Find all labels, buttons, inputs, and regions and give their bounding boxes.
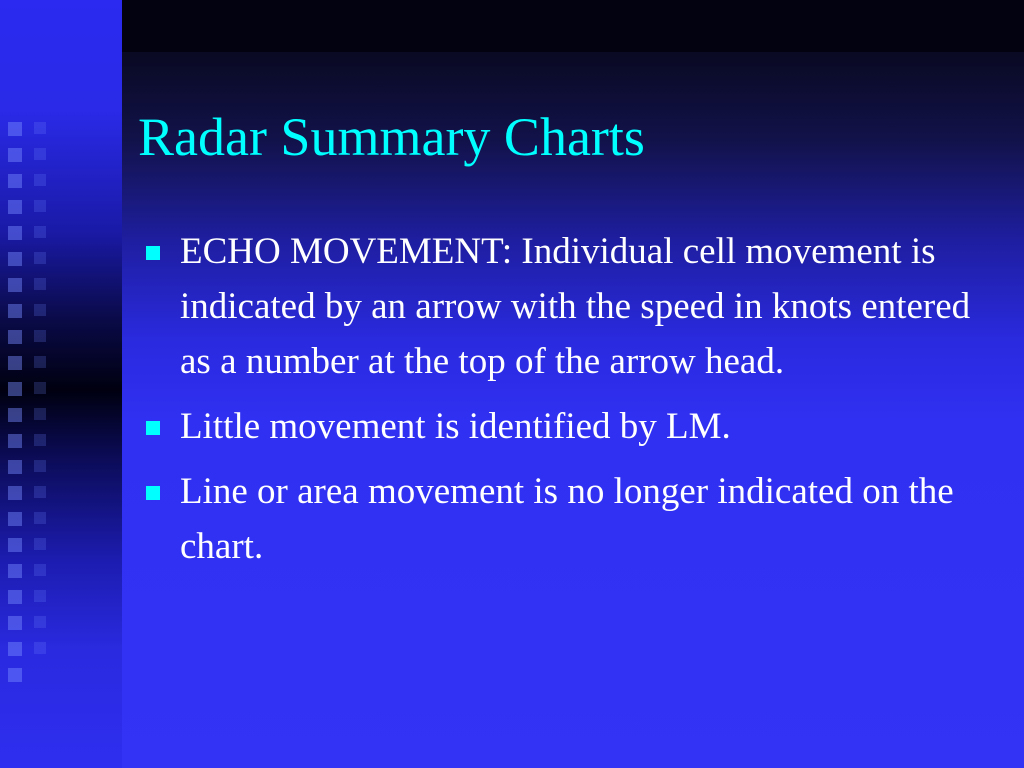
slide-title: Radar Summary Charts xyxy=(138,107,645,167)
top-decorative-band xyxy=(122,0,1024,52)
bullet-text: Little movement is identified by LM. xyxy=(180,406,731,447)
square-bullet-icon xyxy=(146,246,160,260)
bullet-item-echo-movement xyxy=(144,224,1004,389)
bullet-list xyxy=(144,224,1004,584)
bullet-item-line-area-movement xyxy=(144,464,1004,574)
bullet-text: Line or area movement is no longer indicated on the chart. xyxy=(180,471,954,567)
square-bullet-icon xyxy=(146,486,160,500)
decorative-squares-column-faint xyxy=(34,122,46,662)
decorative-squares-column xyxy=(8,122,22,682)
square-bullet-icon xyxy=(146,421,160,435)
bullet-item-little-movement xyxy=(144,399,1004,454)
bullet-text: ECHO MOVEMENT: Individual cell movement is indicated by an arrow with the speed in knots entered as a number at the top of the arrow head. xyxy=(180,231,971,382)
